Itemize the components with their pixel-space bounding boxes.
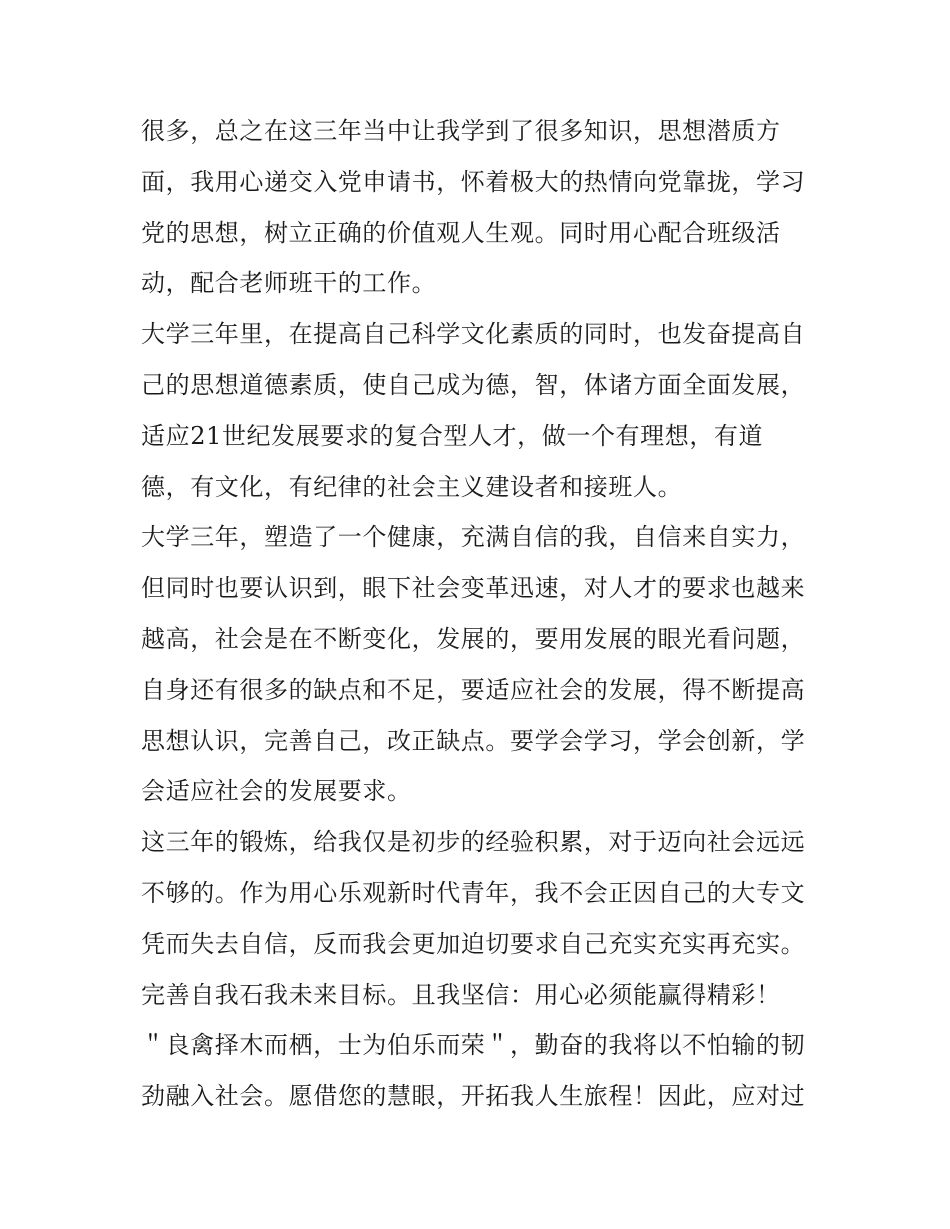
text-line: 大学三年里，在提高自己科学文化素质的同时，也发奋提高自 — [141, 320, 806, 349]
text-line: 动，配合老师班干的工作。 — [141, 269, 437, 298]
text-line: 不够的。作为用心乐观新时代青年，我不会正因自己的大专文 — [141, 878, 806, 907]
text-line: 面，我用心递交入党申请书，怀着极大的热情向党靠拢，学习 — [141, 167, 806, 196]
text-line: 己的思想道德素质，使自己成为德，智，体诸方面全面发展， — [141, 370, 806, 399]
text-line: 但同时也要认识到，眼下社会变革迅速，对人才的要求也越来 — [141, 574, 806, 603]
text-line: 完善自我石我未来目标。且我坚信：用心必须能赢得精彩！ — [141, 980, 781, 1009]
text-line: 会适应社会的发展要求。 — [141, 777, 412, 806]
text-line: 越高，社会是在不断变化，发展的，要用发展的眼光看问题， — [141, 624, 806, 653]
body-text — [141, 106, 841, 1122]
text-line: ＂良禽择木而栖，士为伯乐而荣＂，勤奋的我将以不怕输的韧 — [141, 1031, 806, 1060]
text-line: 很多，总之在这三年当中让我学到了很多知识，思想潜质方 — [141, 117, 781, 145]
text-line: 凭而失去自信，反而我会更加迫切要求自己充实充实再充实。 — [141, 929, 806, 958]
text-line: 思想认识，完善自己，改正缺点。要学会学习，学会创新，学 — [141, 726, 806, 755]
text-line: 这三年的锻炼，给我仅是初步的经验积累，对于迈向社会远远 — [141, 828, 806, 857]
text-line: 劲融入社会。愿借您的慧眼，开拓我人生旅程！因此，应对过 — [141, 1082, 806, 1111]
text-line: 自身还有很多的缺点和不足，要适应社会的发展，得不断提高 — [141, 675, 806, 704]
text-line: 德，有文化，有纪律的社会主义建设者和接班人。 — [141, 472, 683, 501]
text-line: 大学三年，塑造了一个健康，充满自信的我，自信来自实力， — [141, 523, 806, 552]
text-line: 适应21世纪发展要求的复合型人才，做一个有理想，有道 — [141, 421, 764, 450]
text-line: 党的思想，树立正确的价值观人生观。同时用心配合班级活 — [141, 218, 781, 247]
